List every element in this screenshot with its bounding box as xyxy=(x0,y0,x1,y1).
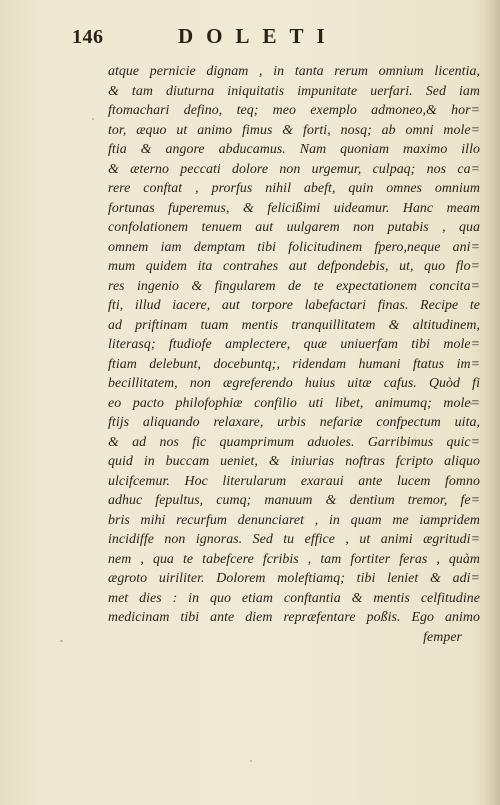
text-line: ftijs aliquando relaxare, urbis nefariæ confpectum uita, xyxy=(108,415,480,430)
text-line: & tam diuturna iniquitatis impunitate uerfari. Sed iam xyxy=(108,83,480,99)
text-line: ad priftinam tuam mentis tranquillitatem & altitudinem, xyxy=(108,317,480,333)
text-line: ftia & angore abducamus. Nam quoniam maximo illo xyxy=(108,142,480,157)
text-line: mum quidem ita contrahes aut defpondebis, ut, quo flo= xyxy=(108,259,480,274)
page-header xyxy=(0,26,500,56)
text-line: & ad nos fic quamprimum aduoles. Garribimus quic= xyxy=(108,434,480,450)
text-line: nem , qua te tabefcere fcribis , tam fortiter feras , quàm xyxy=(108,551,480,567)
text-line: & æterno peccati dolore non urgemur, culpaq; nos ca= xyxy=(108,161,480,177)
text-line: ægroto uiriliter. Dolorem moleftiamq; tibi leniet & adi= xyxy=(108,571,480,586)
text-line: eo pacto philofophiæ confilio uti libet, animumq; mole= xyxy=(108,395,480,411)
text-line: fti, illud iacere, aut torpore labefactari finas. Recipe te xyxy=(108,298,480,313)
paper-speck xyxy=(92,118,94,120)
text-line: literasq; ftudiofe amplectere, quæ uniuerfam tibi mole= xyxy=(108,337,480,352)
text-line: res ingenio & fingularem de te expectationem concita= xyxy=(108,278,480,294)
text-line: confolationem tenuem aut uulgarem non putabis , qua xyxy=(108,220,480,235)
text-line: ulcifcemur. Hoc literularum exaraui ante lucem fomno xyxy=(108,473,480,489)
paper-speck xyxy=(60,640,63,642)
text-line: bris mihi recurfum denunciaret , in quam me iampridem xyxy=(108,512,480,528)
text-line: met dies : in quo etiam conftantia & mentis celfitudine xyxy=(108,590,480,606)
text-line: rere conftat , prorfus nihil abeft, quin omnes omnium xyxy=(108,181,480,196)
text-line: incidiffe non ignoras. Sed tu effice , ut animi ægritudi= xyxy=(108,532,480,547)
text-line: medicinam tibi ante diem repræfentare poßis. Ego animo xyxy=(108,610,480,625)
running-title: DOLETI xyxy=(178,24,338,48)
catchword: femper xyxy=(423,629,462,645)
body-text xyxy=(108,62,480,647)
text-line: fortunas fuperemus, & felicißimi uideamur. Hanc meam xyxy=(108,200,480,216)
text-line: quid in buccam ueniet, & iniurias noftras fcripto aliquo xyxy=(108,454,480,469)
paper-speck xyxy=(250,760,252,762)
paper-speck xyxy=(470,402,472,405)
text-line: tor, æquo ut animo fimus & forti, nosq; ab omni mole= xyxy=(108,122,480,138)
text-line: ftomachari defino, teq; meo exemplo admoneo,& hor= xyxy=(108,103,480,118)
page-number: 146 xyxy=(72,26,104,48)
text-line: omnem iam demptam tibi folicitudinem fpero,neque ani= xyxy=(108,239,480,255)
page-gutter-shadow xyxy=(486,0,500,805)
text-line: atque pernicie dignam , in tanta rerum omnium licentia, xyxy=(108,64,480,79)
text-line: becillitatem, non ægreferendo huius uitæ cafus. Quòd fi xyxy=(108,376,480,391)
text-line: ftiam delebunt, docebuntq;, ridendam humani ftatus im= xyxy=(108,356,480,372)
text-line: adhuc fepultus, cumq; manuum & dentium tremor, fe= xyxy=(108,493,480,508)
